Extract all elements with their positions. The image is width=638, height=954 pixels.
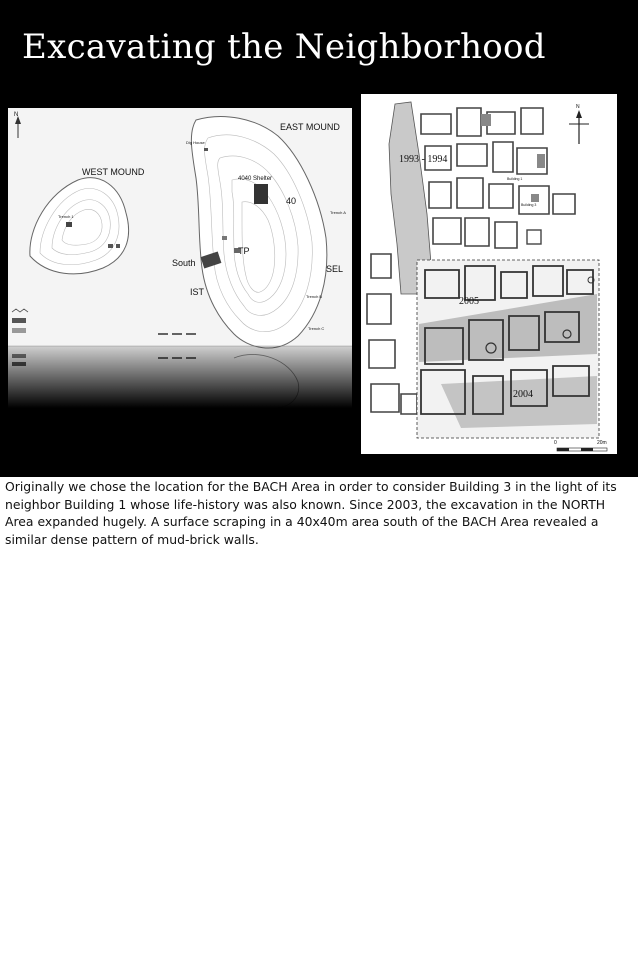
slide-title: Excavating the Neighborhood [22,27,546,67]
excavation-plan-drawing [361,94,617,454]
trench-b-label: Trench B [306,294,323,299]
dig-house-label: Dig House [186,140,205,145]
label-2005: 2005 [459,296,479,307]
site-map-fade [8,346,352,408]
scale-start-label: 0 [554,440,557,446]
trench-c-label: Trench C [308,326,325,331]
building-3-label: Building 3 [521,203,537,207]
trench-a-label: Trench A [330,210,346,215]
excavation-plan-image [361,94,617,454]
label-1993-1994: 1993 - 1994 [399,154,448,165]
ist-label: IST [190,287,205,297]
plan-north-label: N [576,104,580,110]
building-1-label: Building 1 [507,177,523,181]
shelter-label: 4040 Shelter [238,176,273,182]
site-map-image [8,108,352,408]
tp-label: TP [238,246,250,256]
trench-1-label: Trench 1 [58,214,74,219]
east-mound-label: EAST MOUND [280,122,340,132]
site-map-north-label: N [14,112,19,118]
south-area-label: South [172,258,196,268]
label-2004: 2004 [513,389,533,400]
area-40-label: 40 [286,196,297,206]
scale-end-label: 20m [597,440,607,446]
slide-caption: Originally we chose the location for the BACH Area in order to consider Building 3 in the light of its neighbor Building 1 whose life-history was also known. Since 2003, the excavation in the NORTH Area expanded hugely. A surface scraping in a 40x40m area south of the BACH Area revealed a similar dense pattern of mud-brick walls. [5,479,617,547]
sel-label: SEL [326,264,344,274]
west-mound-label: WEST MOUND [82,167,145,177]
